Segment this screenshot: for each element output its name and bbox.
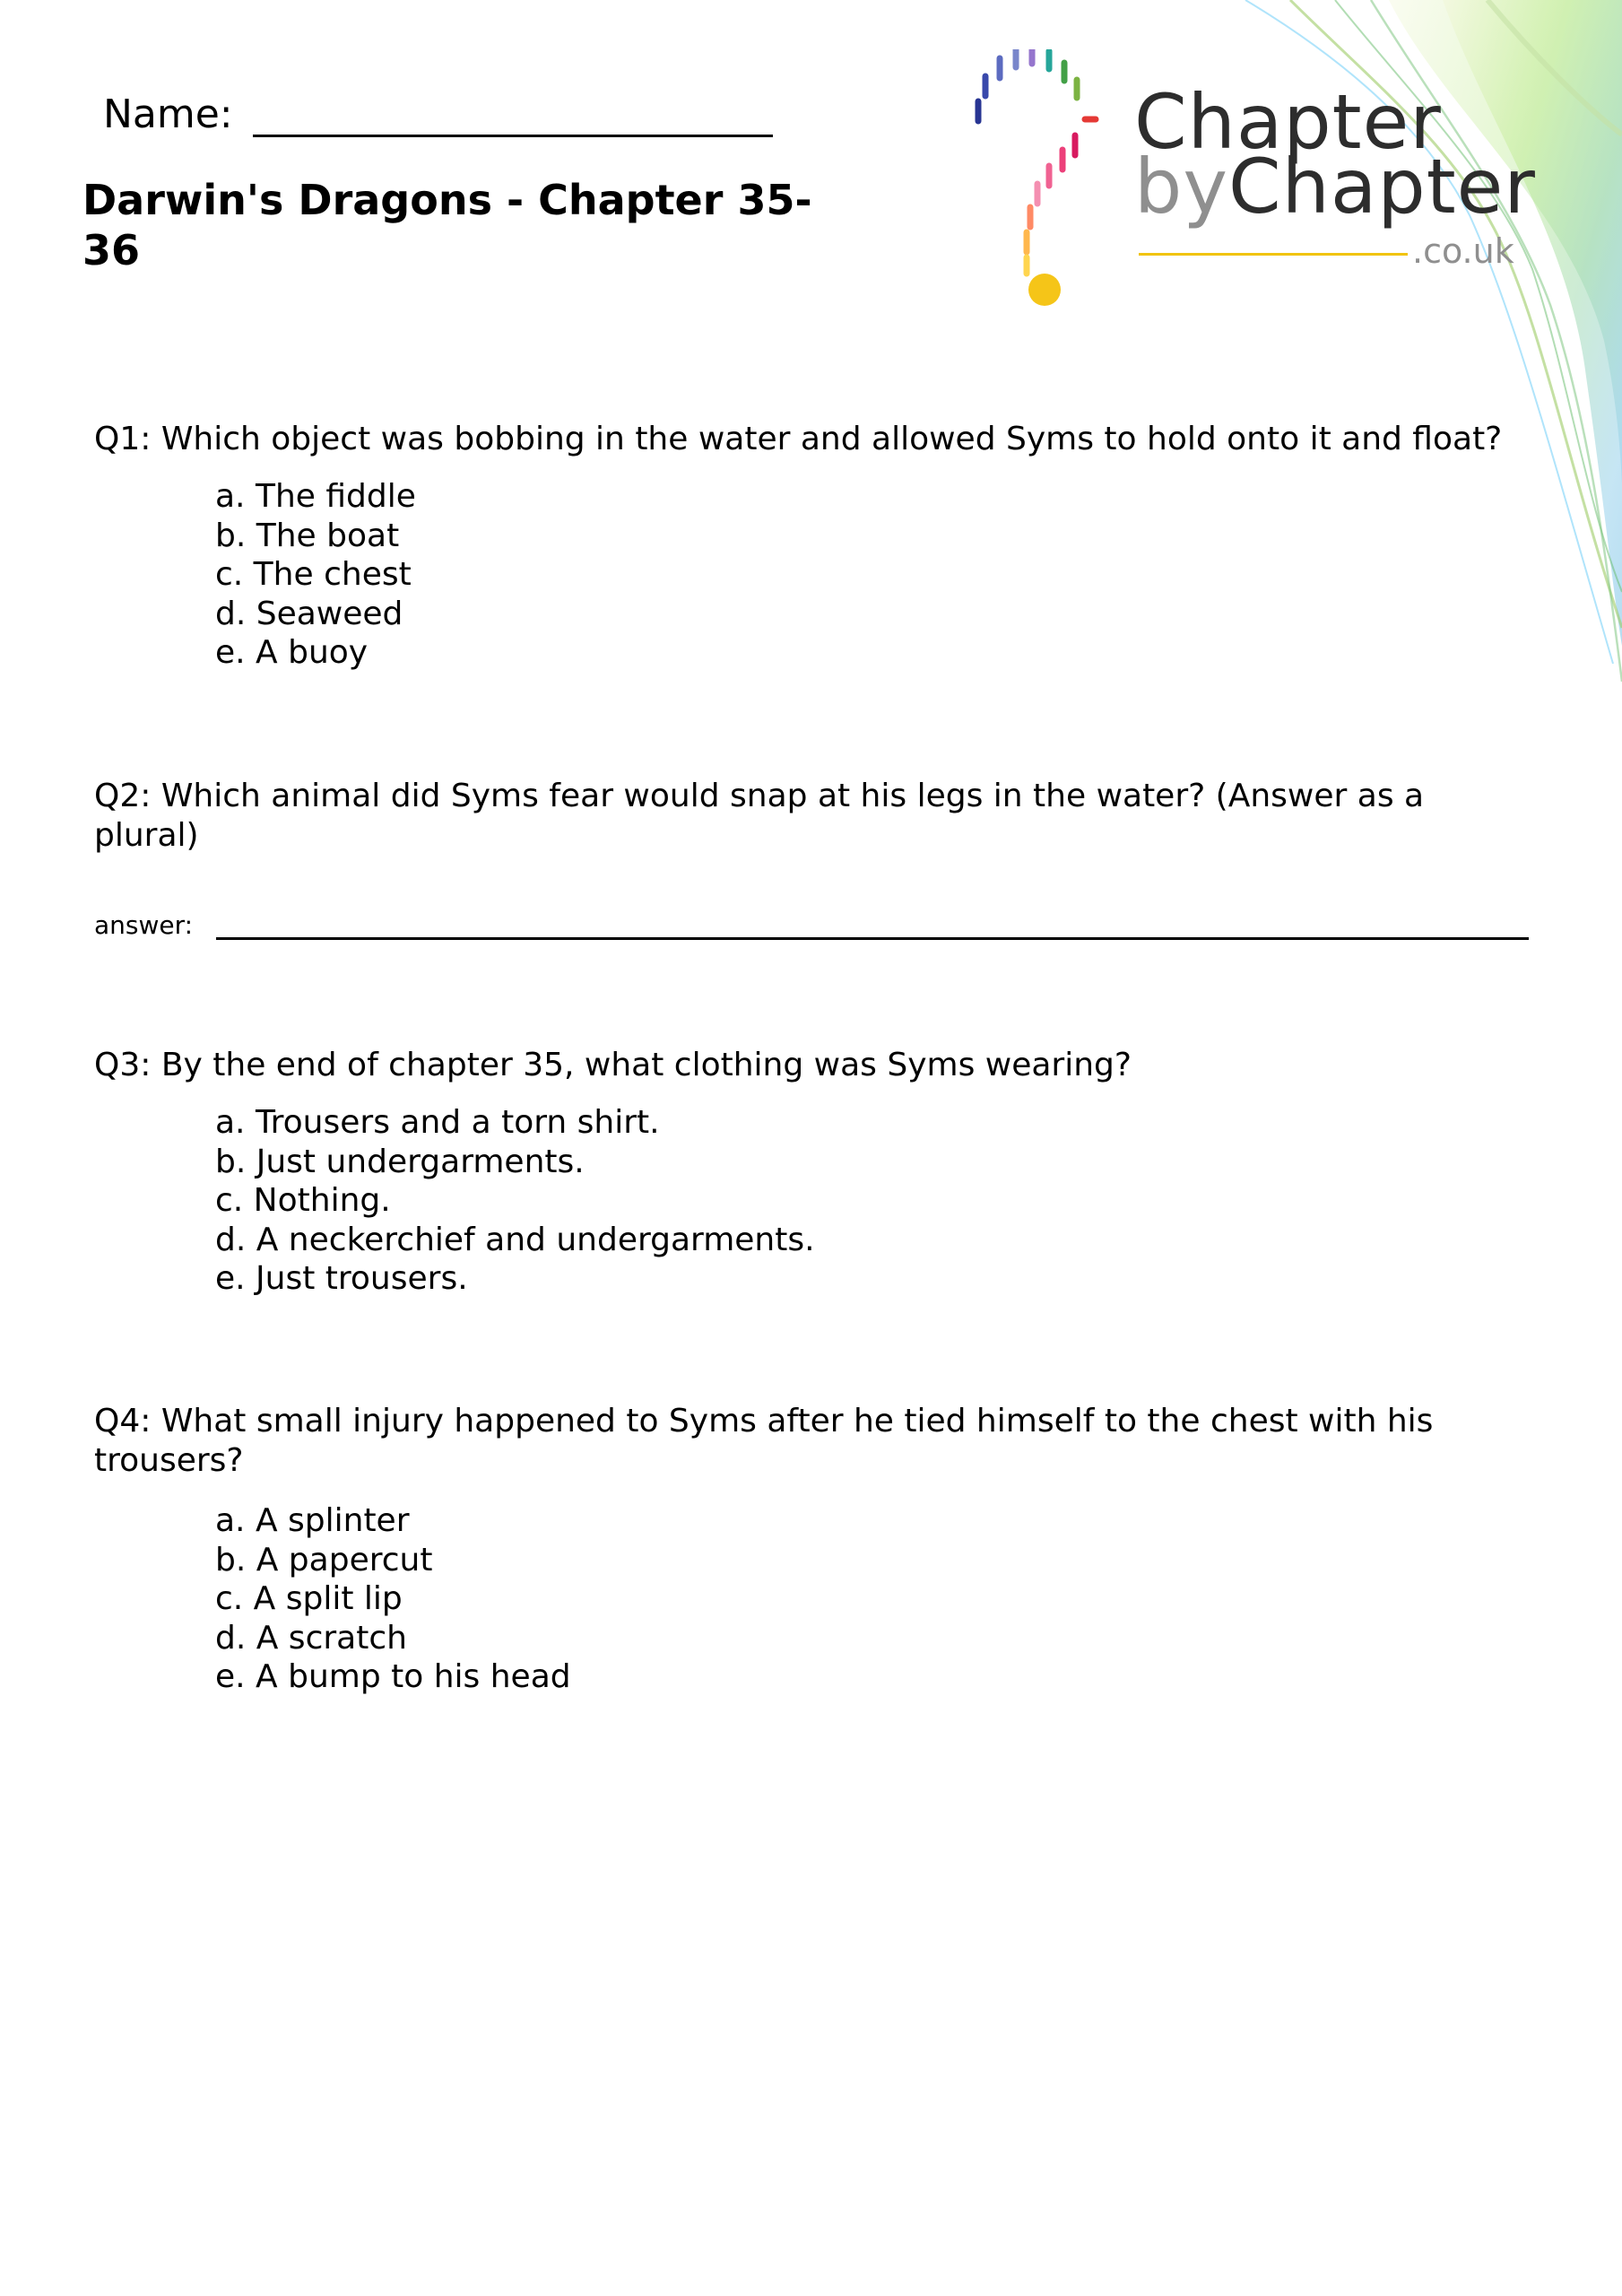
option[interactable]: e. A bump to his head <box>215 1658 571 1695</box>
option[interactable]: c. A split lip <box>215 1580 403 1617</box>
options-list <box>215 1103 1529 1299</box>
question-2 <box>94 777 1493 856</box>
question-text: Q4: What small injury happened to Syms after he tied himself to the chest with his trousers? <box>94 1403 1434 1479</box>
question-text: Q1: Which object was bobbing in the water and allowed Syms to hold onto it and float? <box>94 421 1503 457</box>
options-list <box>215 1501 1493 1697</box>
logo-line2 <box>1134 143 1536 230</box>
option[interactable]: c. Nothing. <box>215 1182 391 1219</box>
question-mark-of-books-icon <box>964 49 1116 318</box>
question-text: Q3: By the end of chapter 35, what clothing was Syms wearing? <box>94 1047 1132 1083</box>
answer-label: answer: <box>94 910 194 940</box>
option[interactable]: d. Seaweed <box>215 595 403 632</box>
option[interactable]: e. A buoy <box>215 634 369 671</box>
chapter-by-chapter-logo <box>964 49 1538 318</box>
option[interactable]: e. Just trousers. <box>215 1260 468 1297</box>
option[interactable]: a. Trousers and a torn shirt. <box>215 1104 660 1141</box>
logo-underline <box>1139 253 1408 256</box>
question-4 <box>94 1402 1493 1697</box>
option[interactable]: a. The fiddle <box>215 478 416 515</box>
name-field <box>103 90 773 137</box>
answer-input-line[interactable] <box>216 910 1529 940</box>
option[interactable]: c. The chest <box>215 556 412 593</box>
option[interactable]: b. A papercut <box>215 1541 433 1578</box>
logo-line1: Chapter <box>1134 78 1442 166</box>
logo-line2-rest: Chapter <box>1228 143 1536 230</box>
options-list <box>215 477 1529 673</box>
option[interactable]: b. The boat <box>215 517 400 554</box>
name-input-line[interactable] <box>253 90 773 137</box>
question-text: Q2: Which animal did Syms fear would snap at his legs in the water? (Answer as a plural) <box>94 778 1425 854</box>
answer-row <box>94 910 1529 940</box>
worksheet-title: Darwin's Dragons - Chapter 35-36 <box>82 176 812 274</box>
option[interactable]: a. A splinter <box>215 1502 410 1539</box>
option[interactable]: b. Just undergarments. <box>215 1143 585 1180</box>
option[interactable]: d. A neckerchief and undergarments. <box>215 1221 815 1258</box>
name-label: Name: <box>103 91 233 137</box>
logo-by: by <box>1134 143 1229 230</box>
logo-wordmark <box>1134 78 1536 230</box>
option[interactable]: d. A scratch <box>215 1619 407 1657</box>
question-3 <box>94 1046 1529 1299</box>
question-1 <box>94 420 1529 673</box>
logo-domain: .co.uk <box>1412 231 1514 271</box>
